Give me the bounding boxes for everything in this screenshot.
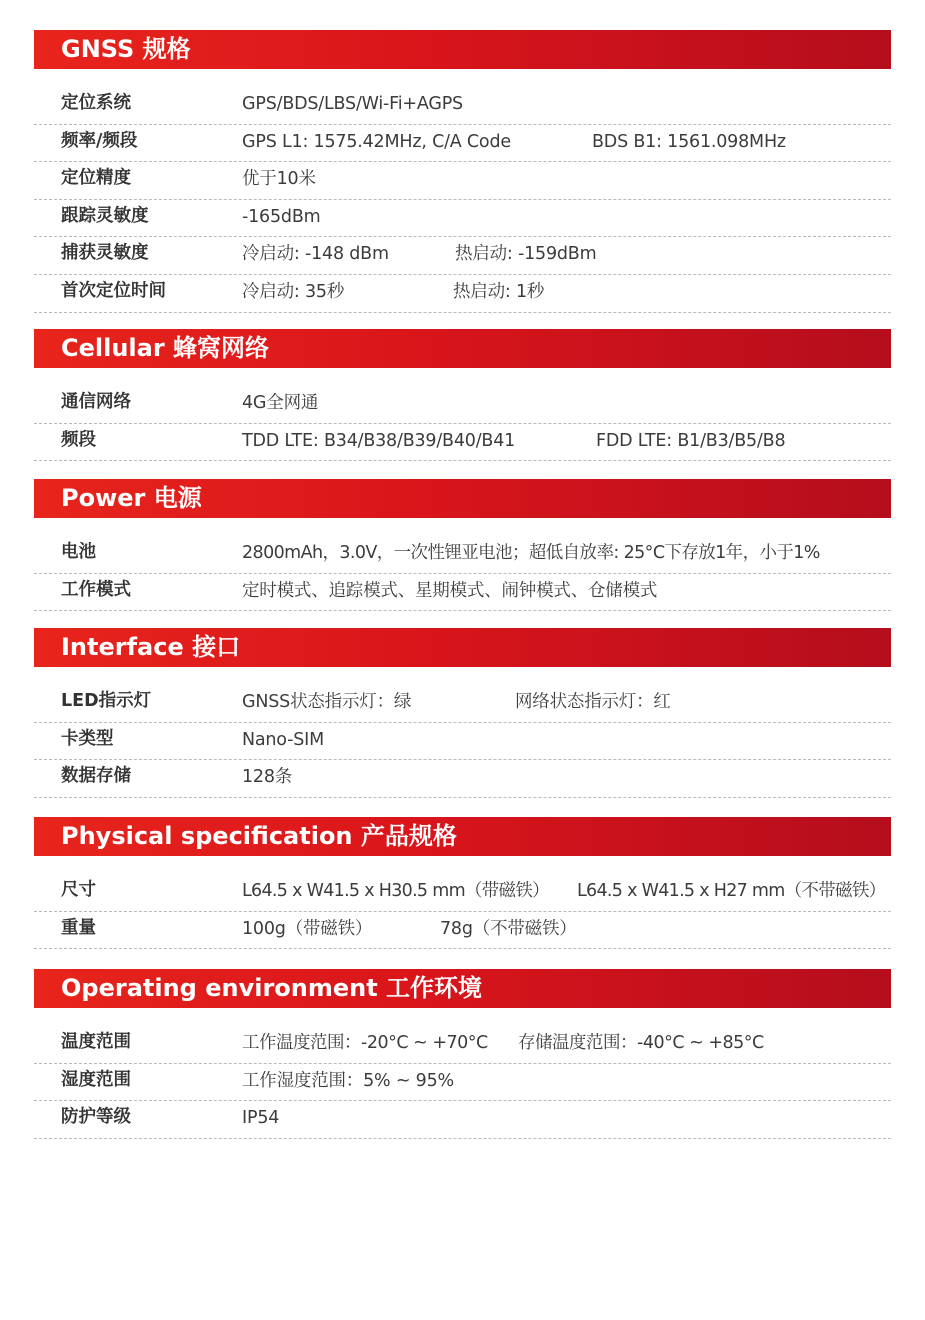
spec-value-secondary: 热启动: -159dBm	[455, 244, 597, 265]
section-title: GNSS 规格	[34, 30, 891, 69]
spec-value: 128条	[242, 767, 293, 788]
spec-label: 尺寸	[61, 880, 96, 900]
section-physical	[34, 817, 891, 949]
spec-value-secondary: 78g（不带磁铁）	[440, 918, 577, 939]
spec-value: 工作温度范围：-20°C ~ +70°C	[242, 1033, 488, 1053]
spec-list	[34, 386, 891, 461]
spec-value: TDD LTE: B34/B38/B39/B40/B41	[242, 430, 516, 451]
spec-row-ttff	[34, 275, 891, 313]
spec-value: L64.5 x W41.5 x H30.5 mm（带磁铁）	[242, 881, 549, 901]
spec-row-accuracy	[34, 162, 891, 200]
spec-list	[34, 536, 891, 611]
spec-label: 频段	[61, 429, 96, 450]
spec-label: 工作模式	[61, 579, 131, 600]
spec-label: 跟踪灵敏度	[61, 205, 149, 226]
spec-label: 频率/频段	[61, 130, 138, 151]
spec-value: 冷启动: 35秒	[242, 281, 345, 302]
section-title: Power 电源	[34, 479, 891, 518]
spec-label: 防护等级	[61, 1107, 131, 1128]
spec-row-card-type	[34, 723, 891, 761]
spec-row-temperature	[34, 1026, 891, 1064]
section-title: Cellular 蜂窝网络	[34, 329, 891, 368]
section-title: Physical specification 产品规格	[34, 817, 891, 856]
spec-value: IP54	[242, 1108, 280, 1129]
spec-row-protection	[34, 1101, 891, 1139]
spec-label: 重量	[61, 917, 96, 938]
spec-value: 优于10米	[242, 169, 316, 190]
section-cellular	[34, 329, 891, 461]
spec-value: 2800mAh，3.0V，一次性锂亚电池；超低自放率: 25°C下存放1年，小于1%	[242, 543, 820, 563]
spec-list	[34, 87, 891, 313]
section-title: Operating environment 工作环境	[34, 969, 891, 1008]
spec-value-secondary: 网络状态指示灯：红	[515, 692, 671, 712]
spec-label: 定位精度	[61, 168, 131, 189]
spec-list	[34, 685, 891, 798]
spec-value-secondary: L64.5 x W41.5 x H27 mm（不带磁铁）	[577, 881, 886, 901]
section-power	[34, 479, 891, 611]
section-interface	[34, 628, 891, 798]
spec-value: GPS L1: 1575.42MHz, C/A Code	[242, 131, 511, 152]
spec-label: 数据存储	[61, 766, 131, 787]
spec-row-frequency	[34, 125, 891, 163]
spec-value: 100g（带磁铁）	[242, 918, 373, 939]
spec-row-storage	[34, 760, 891, 798]
spec-row-led	[34, 685, 891, 723]
spec-value: Nano-SIM	[242, 729, 325, 750]
spec-value: GNSS状态指示灯：绿	[242, 692, 412, 712]
spec-label: 温度范围	[61, 1032, 131, 1052]
spec-value-secondary: 存储温度范围：-40°C ~ +85°C	[518, 1033, 764, 1053]
spec-row-acquisition-sensitivity	[34, 237, 891, 275]
spec-value: 冷启动: -148 dBm	[242, 244, 389, 265]
spec-value: -165dBm	[242, 206, 321, 227]
spec-row-positioning-system	[34, 87, 891, 125]
spec-label: 通信网络	[61, 392, 131, 412]
spec-row-network	[34, 386, 891, 424]
spec-row-bands	[34, 424, 891, 462]
section-operating-environment	[34, 969, 891, 1139]
spec-label: 捕获灵敏度	[61, 243, 149, 264]
spec-row-working-mode	[34, 574, 891, 612]
spec-list	[34, 874, 891, 949]
spec-row-tracking-sensitivity	[34, 200, 891, 238]
spec-value: 4G全网通	[242, 393, 319, 413]
spec-label: 定位系统	[61, 93, 131, 113]
spec-value: 定时模式、追踪模式、星期模式、闹钟模式、仓储模式	[242, 580, 658, 601]
spec-row-humidity	[34, 1064, 891, 1102]
spec-row-battery	[34, 536, 891, 574]
spec-row-weight	[34, 912, 891, 950]
spec-label: 首次定位时间	[61, 280, 166, 301]
spec-label: 卡类型	[61, 728, 114, 749]
section-title: Interface 接口	[34, 628, 891, 667]
spec-value: GPS/BDS/LBS/Wi-Fi+AGPS	[242, 94, 463, 114]
spec-value-secondary: 热启动: 1秒	[453, 281, 545, 302]
spec-row-dimensions	[34, 874, 891, 912]
spec-label: 湿度范围	[61, 1069, 131, 1090]
spec-value-secondary: FDD LTE: B1/B3/B5/B8	[596, 430, 786, 451]
spec-value: 工作湿度范围：5% ~ 95%	[242, 1070, 454, 1091]
spec-value-secondary: BDS B1: 1561.098MHz	[592, 131, 786, 152]
spec-label: LED指示灯	[61, 691, 152, 711]
section-gnss	[34, 30, 891, 313]
spec-label: 电池	[61, 542, 96, 562]
spec-list	[34, 1026, 891, 1139]
